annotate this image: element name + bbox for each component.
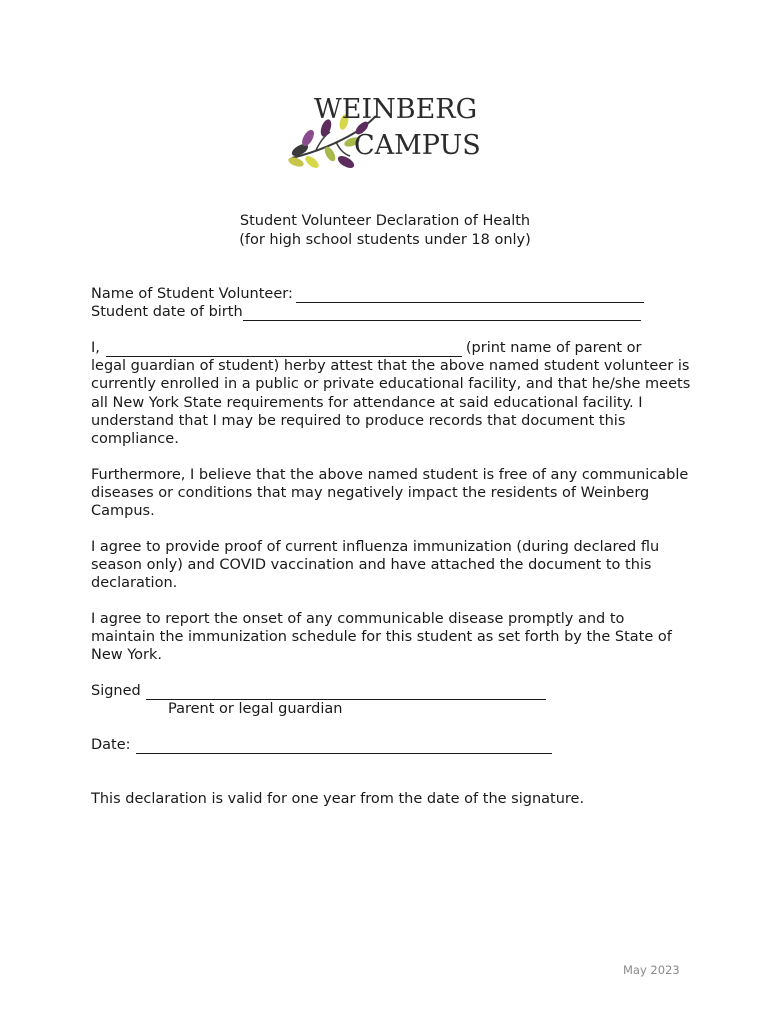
student-dob-label: Student date of birth — [91, 304, 243, 321]
attestation-paragraph — [91, 339, 691, 448]
student-dob-line — [91, 303, 691, 321]
reporting-paragraph — [91, 610, 691, 665]
attest-first-line — [91, 339, 691, 357]
health-paragraph-text: Furthermore, I believe that the above named student is free of any communicable diseases or conditions that may negatively impact the residents of Weinberg Campus. — [91, 467, 689, 520]
date-line — [91, 736, 691, 754]
student-info-section — [91, 285, 691, 321]
student-name-label: Name of Student Volunteer: — [91, 286, 293, 302]
weinberg-campus-logo — [286, 92, 486, 172]
signed-label: Signed — [91, 683, 141, 699]
validity-note: This declaration is valid for one year from the date of the signature. — [91, 791, 585, 807]
attest-prefix: I, — [91, 340, 100, 356]
student-name-field[interactable] — [296, 288, 644, 303]
date-section — [91, 736, 691, 754]
logo-word-weinberg: WEINBERG — [314, 94, 478, 125]
attest-body: legal guardian of student) herby attest that the above named student volunteer is currently enrolled in a public or private educational facility, and that he/she meets all New York State requirements for attendance at said educational facility. I understand that I may be required to produce records that document this compliance. — [91, 358, 691, 448]
reporting-paragraph-text: I agree to report the onset of any communicable disease promptly and to maintain the immunization schedule for this student as set forth by the State of New York. — [91, 611, 672, 664]
signature-line — [91, 682, 691, 700]
signer-caption: Parent or legal guardian — [168, 701, 343, 718]
student-dob-field[interactable] — [243, 306, 641, 321]
revision-date: May 2023 — [623, 963, 680, 977]
document-subtitle: (for high school students under 18 only) — [239, 232, 531, 248]
health-paragraph — [91, 466, 691, 521]
guardian-name-field[interactable] — [106, 342, 462, 357]
immunization-paragraph — [91, 538, 691, 593]
signature-section — [91, 682, 691, 718]
date-label: Date: — [91, 737, 131, 753]
signature-field[interactable] — [146, 685, 546, 700]
logo-word-campus: CAMPUS — [354, 130, 481, 161]
attest-suffix: (print name of parent or — [465, 340, 642, 356]
student-name-line — [91, 285, 691, 303]
date-field[interactable] — [136, 739, 552, 754]
document-title: Student Volunteer Declaration of Health — [239, 213, 531, 229]
immunization-paragraph-text: I agree to provide proof of current influenza immunization (during declared flu season only) and COVID vaccination and have attached the document to this declaration. — [91, 539, 660, 592]
